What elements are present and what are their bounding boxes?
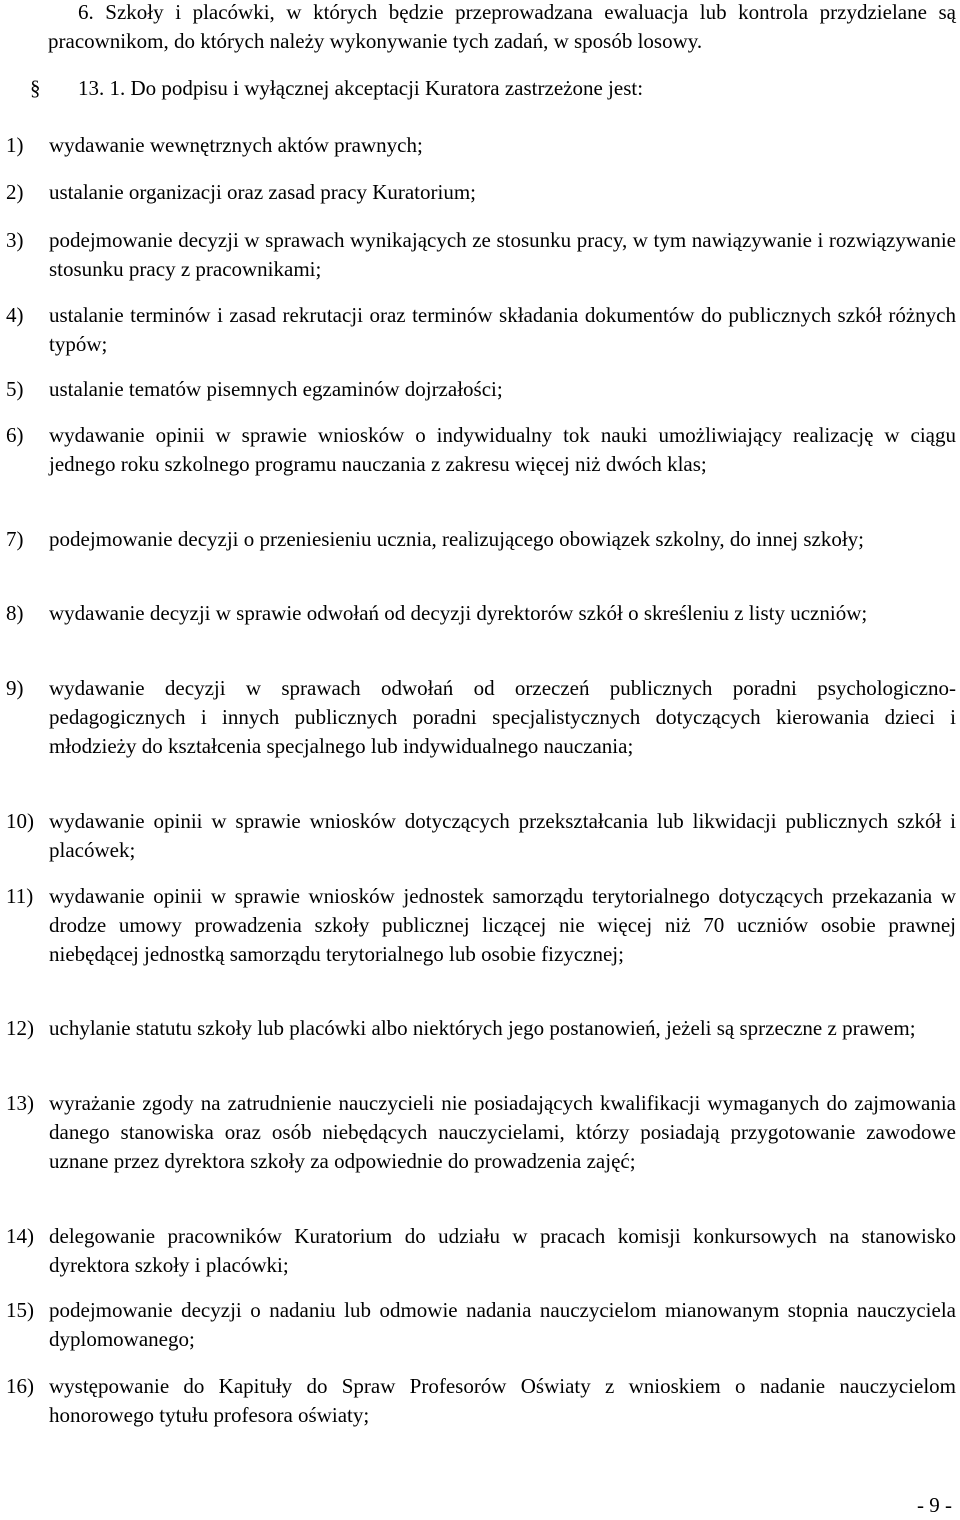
item-number: 15) [6, 1298, 34, 1322]
item-number: 12) [6, 1016, 34, 1040]
item-text: ustalanie terminów i zasad rekrutacji oraz terminów składania dokumentów do publicznych szkół różnych typów; [49, 303, 956, 356]
list-item [6, 599, 956, 628]
item-text: wydawanie opinii w sprawie wniosków o indywidualny tok nauki umożliwiający realizację w ciągu jednego roku szkolnego programu nauczania z zakresu więcej niż dwóch klas; [49, 423, 956, 476]
item-text: podejmowanie decyzji o przeniesieniu ucznia, realizującego obowiązek szkolny, do innej szkoły; [49, 527, 865, 551]
item-number: 14) [6, 1224, 34, 1248]
item-number: 9) [6, 676, 24, 700]
section-label: 13. 1. Do podpisu i wyłącznej akceptacji Kuratora zastrzeżone jest: [78, 76, 644, 100]
item-text: podejmowanie decyzji o nadaniu lub odmowie nadania nauczycielom mianowanym stopnia nauczyciela dyplomowanego; [49, 1298, 956, 1351]
section-symbol: § [30, 76, 41, 100]
item-text: wydawanie wewnętrznych aktów prawnych; [49, 133, 423, 157]
list-item [6, 131, 956, 160]
list-item [6, 1222, 956, 1280]
page-number: - 9 - [917, 1493, 952, 1517]
item-number: 11) [6, 884, 34, 908]
list-item [6, 1372, 956, 1430]
item-text: występowanie do Kapituły do Spraw Profesorów Oświaty z wnioskiem o nadanie nauczycielom honorowego tytułu profesora oświaty; [49, 1374, 956, 1427]
item-text: wydawanie decyzji w sprawie odwołań od decyzji dyrektorów szkół o skreśleniu z listy uczniów; [49, 601, 868, 625]
item-number: 3) [6, 228, 24, 252]
list-item [6, 178, 956, 207]
list-item [6, 1296, 956, 1354]
item-number: 2) [6, 180, 24, 204]
item-text: wydawanie opinii w sprawie wniosków jednostek samorządu terytorialnego dotyczących przekazania w drodze umowy prowadzenia szkoły publicznej liczącej nie więcej niż 70 uczniów osobie prawnej niebędącej jednostką samorządu terytorialnego lub osobie fizycznej; [49, 884, 956, 966]
item-number: 7) [6, 527, 24, 551]
list-item [6, 421, 956, 479]
item-number: 1) [6, 133, 24, 157]
item-number: 10) [6, 809, 34, 833]
item-text: ustalanie organizacji oraz zasad pracy Kuratorium; [49, 180, 477, 204]
list-item [6, 1014, 956, 1043]
item-number: 8) [6, 601, 24, 625]
item-text: wydawanie decyzji w sprawach odwołań od orzeczeń publicznych poradni psychologiczno-pedagogicznych i innych publicznych poradni specjalistycznych dotyczących kierowania dzieci i młodzieży do kształcenia specjalnego lub indywidualnego nauczania; [49, 676, 956, 758]
item-number: 13) [6, 1091, 34, 1115]
item-number: 6) [6, 423, 24, 447]
list-item [6, 807, 956, 865]
item-text: delegowanie pracowników Kuratorium do udziału w pracach komisji konkursowych na stanowisko dyrektora szkoły i placówki; [49, 1224, 956, 1277]
item-number: 5) [6, 377, 24, 401]
list-item [6, 525, 956, 554]
list-item [6, 674, 956, 761]
item-text: ustalanie tematów pisemnych egzaminów dojrzałości; [49, 377, 503, 401]
list-item [6, 301, 956, 359]
list-item [6, 1089, 956, 1176]
list-item [6, 882, 956, 969]
section-heading [30, 74, 956, 103]
item-text: wyrażanie zgody na zatrudnienie nauczycieli nie posiadających kwalifikacji wymaganych do zajmowania danego stanowiska oraz osób niebędących nauczycielami, którzy posiadają przygotowanie zawodowe uznane przez dyrektora szkoły za odpowiednie do prowadzenia zajęć; [49, 1091, 956, 1173]
list-item [6, 375, 956, 404]
item-number: 16) [6, 1374, 34, 1398]
item-text: podejmowanie decyzji w sprawach wynikających ze stosunku pracy, w tym nawiązywanie i rozwiązywanie stosunku pracy z pracownikami; [49, 228, 956, 281]
list-item [6, 226, 956, 284]
item-text: uchylanie statutu szkoły lub placówki albo niektórych jego postanowień, jeżeli są sprzeczne z prawem; [49, 1016, 916, 1040]
item-number: 4) [6, 303, 24, 327]
intro-paragraph: 6. Szkoły i placówki, w których będzie przeprowadzana ewaluacja lub kontrola przydzielane są pracownikom, do których należy wykonywanie tych zadań, w sposób losowy. [48, 0, 956, 53]
item-text: wydawanie opinii w sprawie wniosków dotyczących przekształcania lub likwidacji publicznych szkół i placówek; [49, 809, 956, 862]
